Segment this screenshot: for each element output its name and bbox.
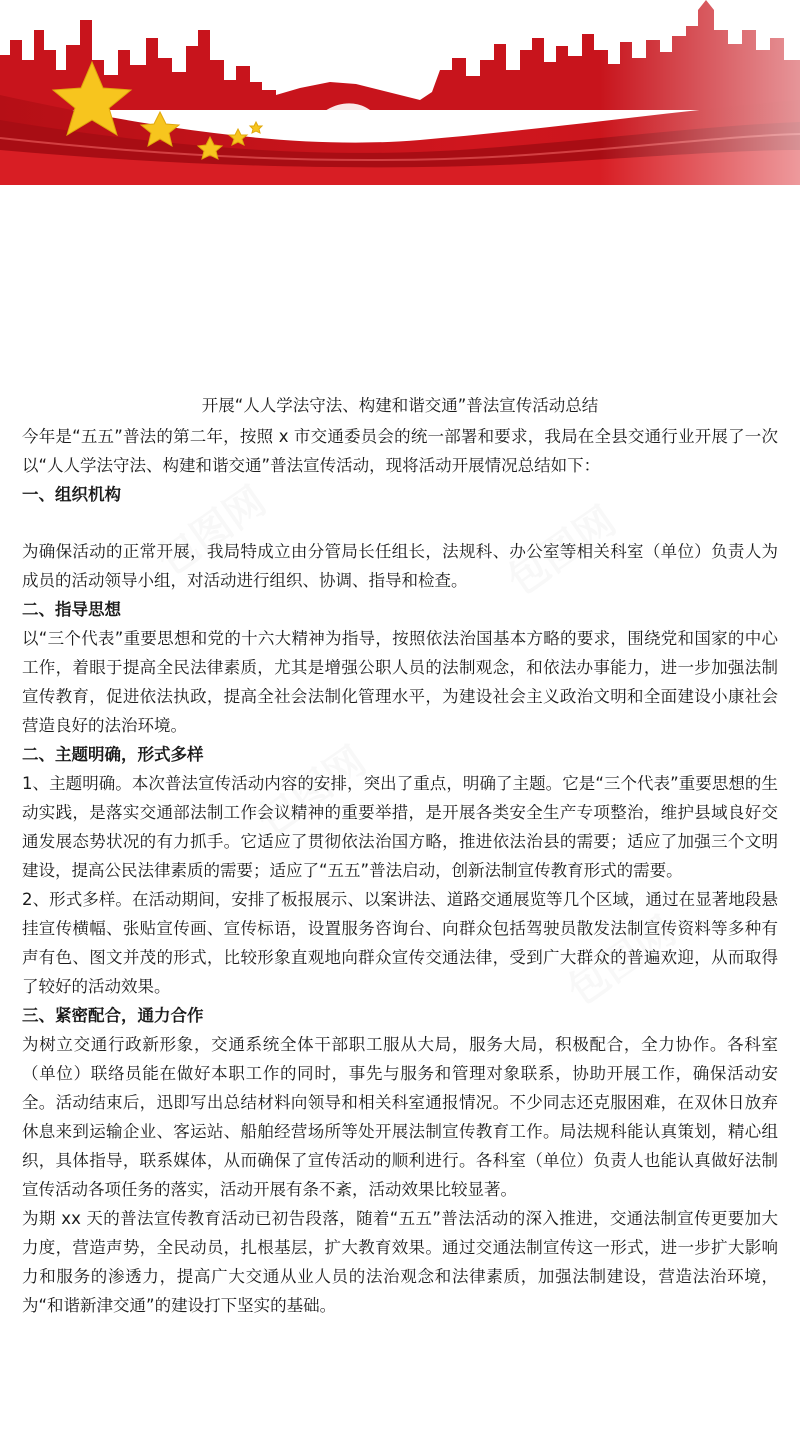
closing-paragraph: 为期 xx 天的普法宣传教育活动已初告段落，随着“五五”普法活动的深入推进，交通法制宣传更要加大力度，营造声势，全民动员，扎根基层，扩大教育效果。通过交通法制宣传这一形式，进一步扩大影响力和服务的渗透力，提高广大交通从业人员的法治观念和法律素质，加强法制建设，营造法治环境，为“和谐新津交通”的建设打下坚实的基础。: [22, 1209, 778, 1315]
section-paragraph: 为树立交通行政新形象，交通系统全体干部职工服从大局，服务大局，积极配合，全力协作。各科室（单位）联络员能在做好本职工作的同时，事先与服务和管理对象联系，协助开展工作，确保活动安全。活动结束后，迅即写出总结材料向领导和相关科室通报情况。不少同志还克服困难，在双休日放弃休息来到运输企业、客运站、船舶经营场所等处开展法制宣传教育工作。局法规科能认真策划，精心组织，具体指导，联系媒体，从而确保了宣传活动的顺利进行。各科室（单位）负责人也能认真做好法制宣传活动各项任务的落实，活动开展有条不紊，活动效果比较显著。: [22, 1035, 778, 1199]
section-paragraph: 为确保活动的正常开展，我局特成立由分管局长任组长，法规科、办公室等相关科室（单位）负责人为成员的活动领导小组，对活动进行组织、协调、指导和检查。: [22, 542, 778, 590]
section-heading: 二、指导思想: [22, 600, 121, 619]
header-banner: [0, 0, 800, 185]
watermark: 包图网: [559, 908, 685, 1015]
section-heading: 二、主题明确，形式多样: [22, 745, 204, 764]
spacer: [22, 509, 778, 537]
document-body: [22, 392, 778, 1320]
watermark: 包图网: [249, 738, 375, 845]
watermark: 包图网: [149, 478, 275, 585]
section-heading: 三、紧密配合，通力合作: [22, 1006, 204, 1025]
document-title: 开展“人人学法守法、构建和谐交通”普法宣传活动总结: [201, 396, 599, 415]
watermark: 包图网: [499, 498, 625, 605]
section-paragraph: 以“三个代表”重要思想和党的十六大精神为指导，按照依法治国基本方略的要求，围绕党和国家的中心工作，着眼于提高全民法律素质，尤其是增强公职人员的法制观念，和依法办事能力，进一步加强法制宣传教育，促进依法执政，提高全社会法制化管理水平，为建设社会主义政治文明和全面建设小康社会营造良好的法治环境。: [22, 629, 778, 735]
section-paragraph: 1、主题明确。本次普法宣传活动内容的安排，突出了重点，明确了主题。它是“三个代表”重要思想的生动实践，是落实交通部法制工作会议精神的重要举措，是开展各类安全生产专项整治，维护县域良好交通发展态势状况的有力抓手。它适应了贯彻依法治国方略，推进依法治县的需要；适应了加强三个文明建设，提高公民法律素质的需要；适应了“五五”普法启动，创新法制宣传教育形式的需要。: [22, 774, 778, 880]
section-heading: 一、组织机构: [22, 485, 121, 504]
section-paragraph: 2、形式多样。在活动期间，安排了板报展示、以案讲法、道路交通展览等几个区域，通过在显著地段悬挂宣传横幅、张贴宣传画、宣传标语，设置服务咨询台、向群众包括驾驶员散发法制宣传资料等多种有声有色、图文并茂的形式，比较形象直观地向群众宣传交通法律，受到广大群众的普遍欢迎，从而取得了较好的活动效果。: [22, 890, 778, 996]
intro-paragraph: 今年是“五五”普法的第二年，按照 x 市交通委员会的统一部署和要求，我局在全县交通行业开展了一次以“人人学法守法、构建和谐交通”普法宣传活动，现将活动开展情况总结如下：: [22, 427, 778, 475]
